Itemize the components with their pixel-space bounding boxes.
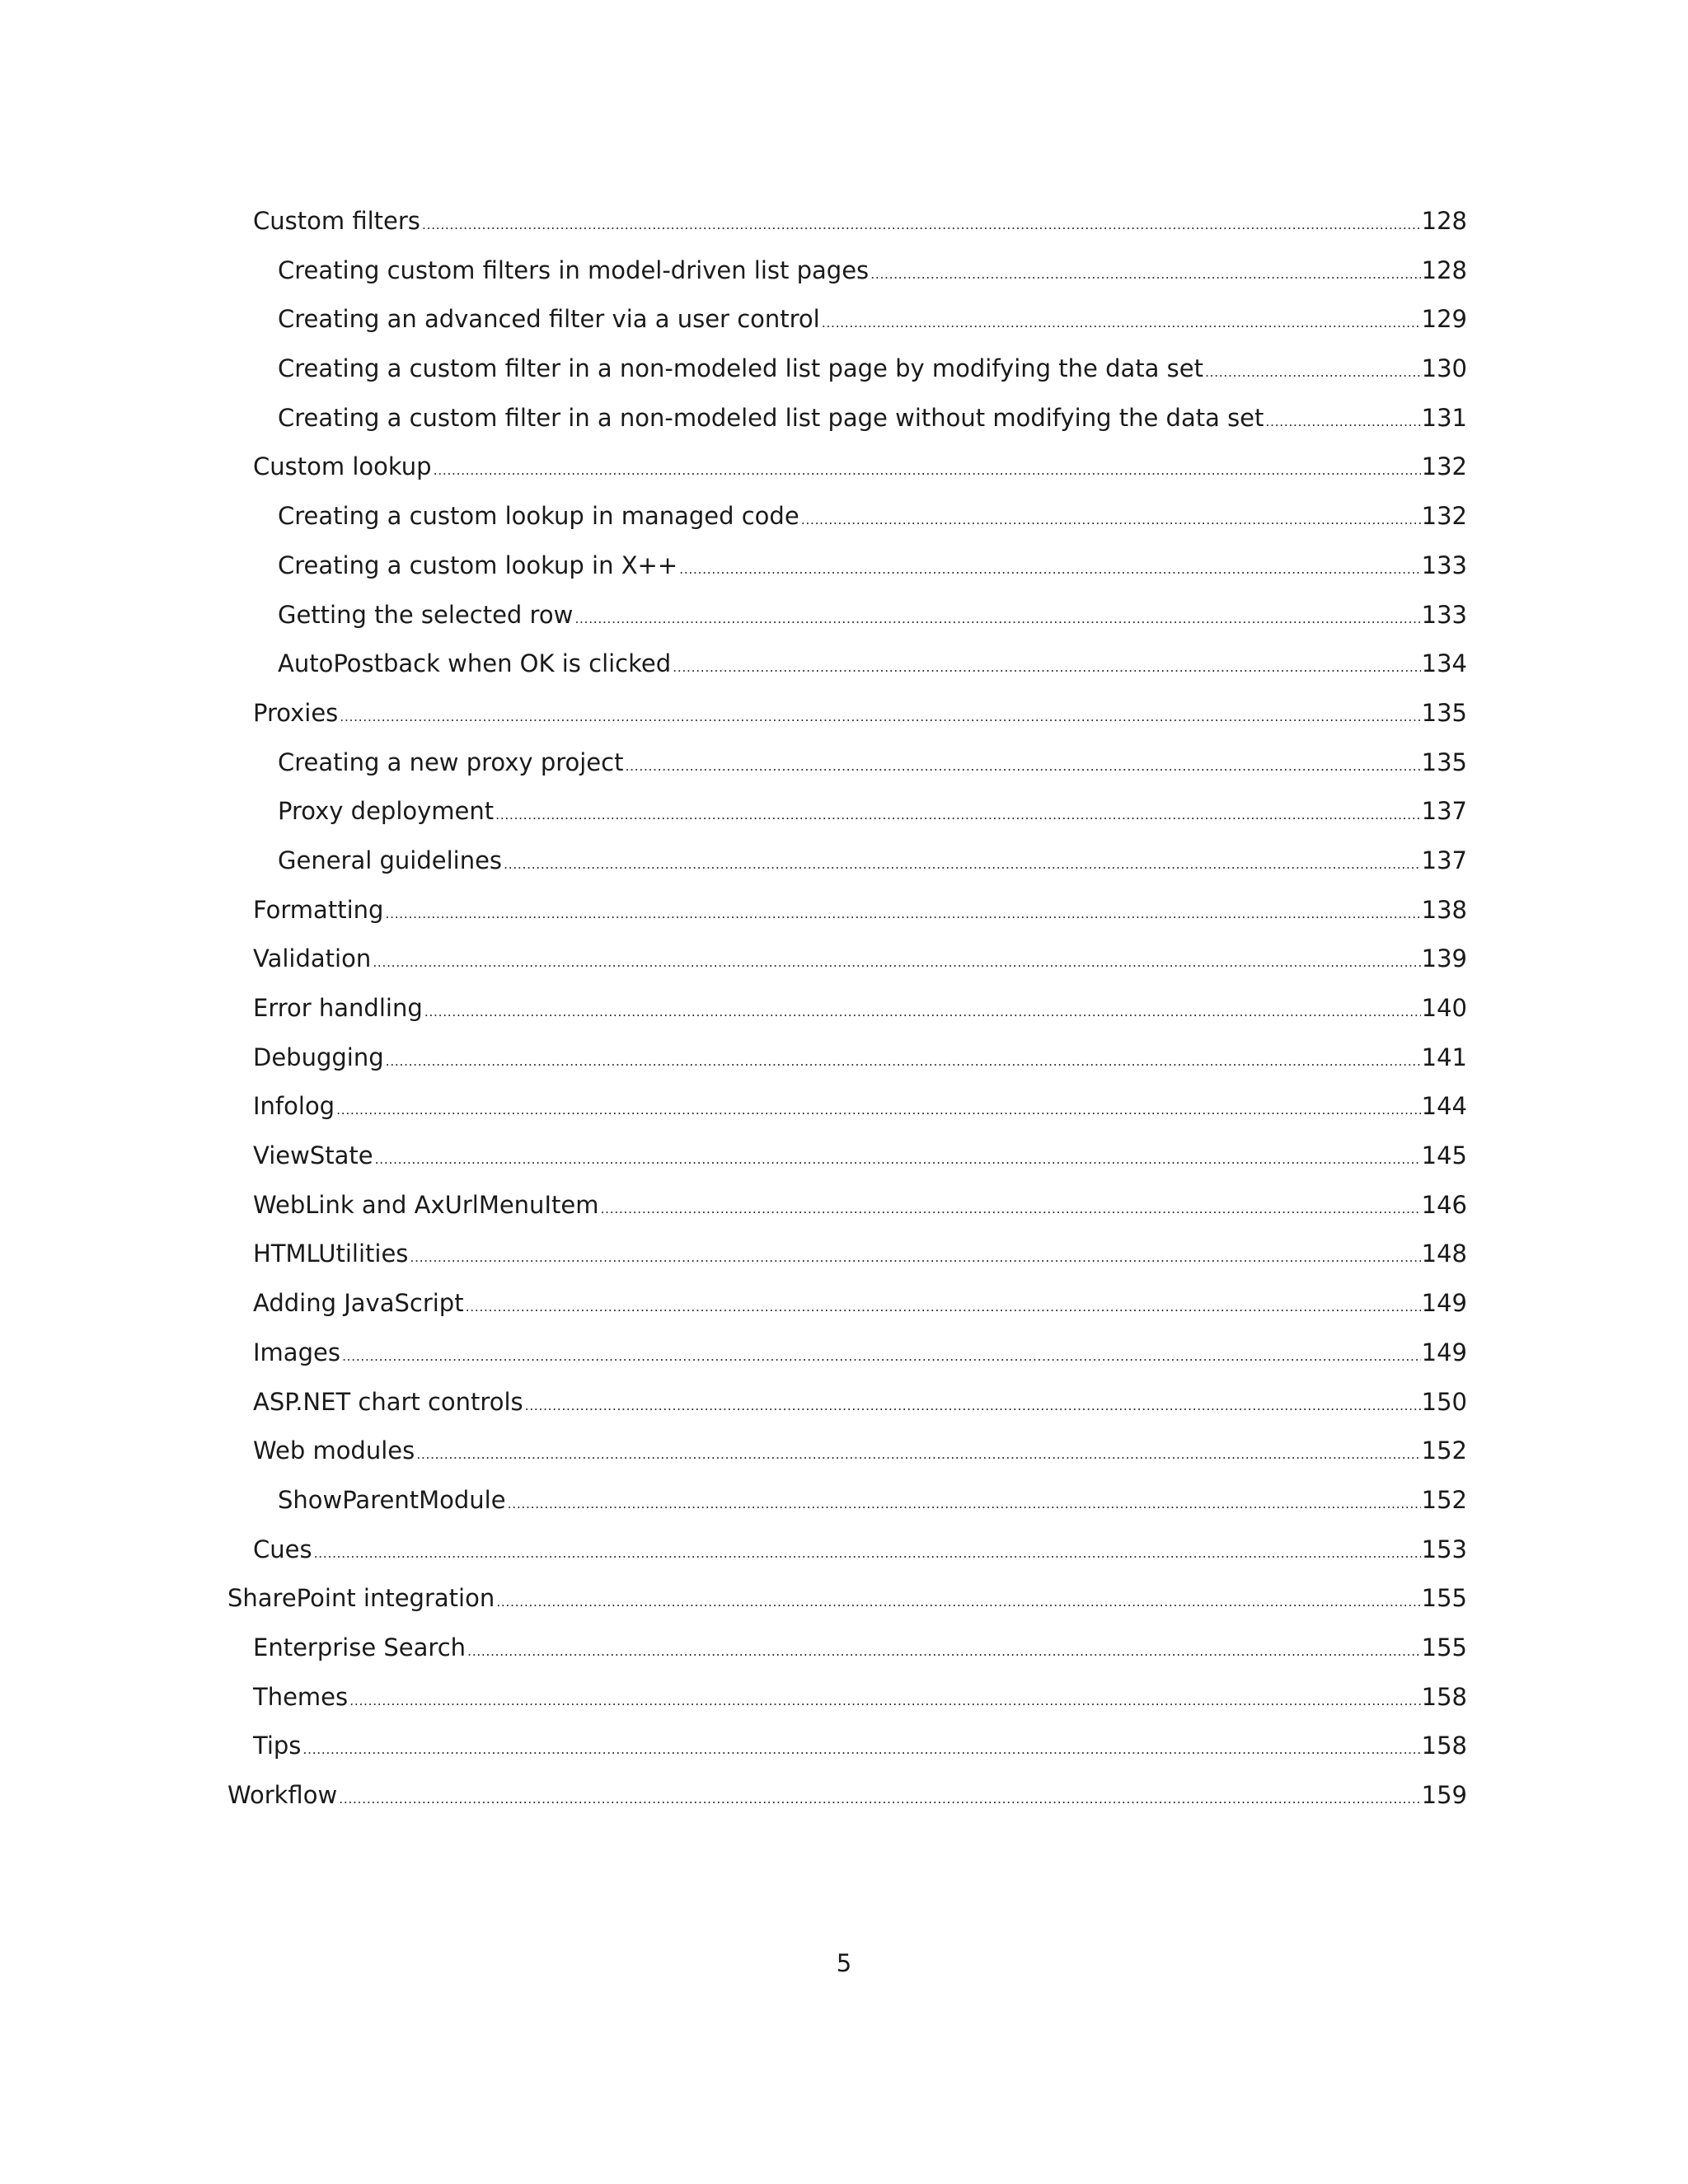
toc-entry-page: 137 <box>1421 846 1467 874</box>
dot-leader <box>375 1153 1421 1166</box>
toc-entry-page: 155 <box>1421 1633 1467 1661</box>
toc-entry-page: 133 <box>1421 600 1467 629</box>
toc-entry-title: Creating a custom lookup in X++ <box>278 551 678 579</box>
dot-leader <box>342 1350 1421 1363</box>
toc-entry[interactable] <box>227 746 1467 795</box>
table-of-contents <box>227 204 1467 1828</box>
toc-entry[interactable] <box>227 942 1467 991</box>
dot-leader <box>385 907 1420 921</box>
toc-entry[interactable] <box>227 1041 1467 1090</box>
toc-entry-page: 137 <box>1421 797 1467 826</box>
toc-entry-title: Creating a custom filter in a non-modeled list page by modifying the data set <box>278 354 1203 383</box>
toc-entry[interactable] <box>227 450 1467 499</box>
dot-leader <box>410 1251 1420 1264</box>
dot-leader <box>822 316 1421 330</box>
dot-leader <box>525 1399 1421 1413</box>
dot-leader <box>349 1694 1421 1708</box>
toc-entry[interactable] <box>227 1582 1467 1631</box>
toc-entry-page: 133 <box>1421 551 1467 579</box>
toc-entry[interactable] <box>227 401 1467 451</box>
dot-leader <box>466 1301 1421 1314</box>
toc-entry-page: 149 <box>1421 1338 1467 1366</box>
dot-leader <box>373 956 1420 969</box>
toc-entry-title: Infolog <box>253 1092 335 1121</box>
toc-entry-page: 128 <box>1421 207 1467 235</box>
toc-entry-page: 141 <box>1421 1043 1467 1071</box>
toc-entry[interactable] <box>227 647 1467 696</box>
toc-entry-title: Validation <box>253 944 372 973</box>
toc-entry[interactable] <box>227 549 1467 598</box>
toc-entry[interactable] <box>227 1729 1467 1779</box>
toc-entry[interactable] <box>227 204 1467 254</box>
toc-entry[interactable] <box>227 1336 1467 1385</box>
toc-entry-page: 134 <box>1421 649 1467 678</box>
toc-entry-title: AutoPostback when OK is clicked <box>278 649 672 678</box>
toc-entry[interactable] <box>227 893 1467 943</box>
toc-entry-page: 152 <box>1421 1436 1467 1465</box>
dot-leader <box>416 1448 1420 1461</box>
toc-entry[interactable] <box>227 598 1467 648</box>
toc-entry-title: ASP.NET chart controls <box>253 1387 523 1416</box>
dot-leader <box>422 218 1421 232</box>
toc-entry-page: 138 <box>1421 895 1467 924</box>
toc-entry-page: 153 <box>1421 1535 1467 1563</box>
dot-leader <box>314 1547 1421 1560</box>
dot-leader <box>496 1596 1420 1609</box>
dot-leader <box>679 563 1420 576</box>
dot-leader <box>302 1743 1420 1756</box>
toc-entry-title: Adding JavaScript <box>253 1289 464 1318</box>
dot-leader <box>673 661 1421 674</box>
toc-entry-title: Creating a new proxy project <box>278 748 624 776</box>
dot-leader <box>625 760 1420 773</box>
toc-entry-page: 131 <box>1421 403 1467 432</box>
toc-entry-page: 155 <box>1421 1584 1467 1613</box>
dot-leader <box>574 612 1420 626</box>
toc-entry[interactable] <box>227 352 1467 401</box>
toc-entry[interactable] <box>227 696 1467 746</box>
toc-entry[interactable] <box>227 1483 1467 1533</box>
toc-entry-page: 129 <box>1421 305 1467 334</box>
toc-entry[interactable] <box>227 1434 1467 1483</box>
toc-entry-page: 146 <box>1421 1190 1467 1219</box>
toc-entry[interactable] <box>227 844 1467 893</box>
toc-entry-page: 132 <box>1421 452 1467 481</box>
dot-leader <box>870 268 1420 281</box>
dot-leader <box>508 1497 1421 1511</box>
toc-entry-title: Images <box>253 1338 340 1366</box>
toc-entry-title: Error handling <box>253 994 423 1022</box>
toc-entry-page: 158 <box>1421 1732 1467 1760</box>
toc-entry-title: Web modules <box>253 1436 415 1465</box>
dot-leader <box>386 1055 1421 1068</box>
dot-leader <box>434 464 1421 477</box>
toc-entry-page: 149 <box>1421 1289 1467 1318</box>
dot-leader <box>600 1202 1420 1216</box>
dot-leader <box>339 1793 1420 1806</box>
toc-entry[interactable] <box>227 1631 1467 1680</box>
toc-entry[interactable] <box>227 991 1467 1041</box>
page-number: 5 <box>836 1949 852 1977</box>
toc-entry-page: 158 <box>1421 1682 1467 1711</box>
toc-entry-title: ViewState <box>253 1141 373 1170</box>
toc-entry-page: 145 <box>1421 1141 1467 1170</box>
toc-entry-title: Cues <box>253 1535 312 1563</box>
toc-entry-title: WebLink and AxUrlMenuItem <box>253 1190 599 1219</box>
toc-entry-title: Creating custom filters in model-driven list pages <box>278 255 870 284</box>
toc-entry[interactable] <box>227 1090 1467 1139</box>
toc-entry-title: Custom filters <box>253 207 420 235</box>
toc-entry-title: Proxies <box>253 698 339 727</box>
toc-entry-title: Creating an advanced filter via a user control <box>278 305 820 334</box>
dot-leader <box>467 1645 1421 1658</box>
dot-leader <box>801 513 1421 527</box>
toc-entry-title: ShowParentModule <box>278 1485 506 1514</box>
toc-entry-title: Debugging <box>253 1043 384 1071</box>
toc-entry[interactable] <box>227 1237 1467 1286</box>
toc-entry-title: General guidelines <box>278 846 503 874</box>
toc-entry-page: 144 <box>1421 1092 1467 1121</box>
toc-entry[interactable] <box>227 1533 1467 1582</box>
toc-entry[interactable] <box>227 1680 1467 1730</box>
toc-entry-title: Workflow <box>227 1781 338 1809</box>
toc-entry[interactable] <box>227 1779 1467 1828</box>
toc-entry-page: 140 <box>1421 994 1467 1022</box>
toc-entry[interactable] <box>227 1139 1467 1188</box>
toc-entry-page: 159 <box>1421 1781 1467 1809</box>
toc-entry[interactable] <box>227 1286 1467 1336</box>
toc-entry-page: 128 <box>1421 255 1467 284</box>
toc-entry-title: Formatting <box>253 895 384 924</box>
toc-entry[interactable] <box>227 1385 1467 1435</box>
dot-leader <box>340 710 1420 724</box>
toc-entry-page: 139 <box>1421 944 1467 973</box>
toc-entry-title: Proxy deployment <box>278 797 495 826</box>
dot-leader <box>336 1104 1421 1117</box>
toc-entry-title: Creating a custom lookup in managed code <box>278 502 799 531</box>
toc-entry-title: HTMLUtilities <box>253 1240 409 1268</box>
toc-entry-title: Themes <box>253 1682 349 1711</box>
dot-leader <box>495 808 1421 822</box>
toc-entry-title: Enterprise Search <box>253 1633 467 1661</box>
dot-leader <box>424 1005 1421 1019</box>
toc-entry-title: Getting the selected row <box>278 600 574 629</box>
toc-entry-page: 150 <box>1421 1387 1467 1416</box>
toc-entry[interactable] <box>227 499 1467 549</box>
toc-entry-page: 130 <box>1421 354 1467 383</box>
dot-leader <box>1205 366 1421 379</box>
toc-entry-page: 135 <box>1421 698 1467 727</box>
toc-entry-page: 148 <box>1421 1240 1467 1268</box>
toc-entry-title: Creating a custom filter in a non-modeled list page without modifying the data set <box>278 403 1264 432</box>
toc-entry-page: 152 <box>1421 1485 1467 1514</box>
toc-entry-title: Custom lookup <box>253 452 432 481</box>
dot-leader <box>504 858 1421 871</box>
dot-leader <box>1265 415 1420 429</box>
toc-entry-title: SharePoint integration <box>227 1584 495 1613</box>
toc-entry[interactable] <box>227 794 1467 844</box>
toc-entry[interactable] <box>227 302 1467 352</box>
toc-entry-page: 135 <box>1421 748 1467 776</box>
toc-entry[interactable] <box>227 1188 1467 1238</box>
toc-entry-title: Tips <box>253 1732 302 1760</box>
toc-entry-page: 132 <box>1421 502 1467 531</box>
toc-entry[interactable] <box>227 254 1467 303</box>
